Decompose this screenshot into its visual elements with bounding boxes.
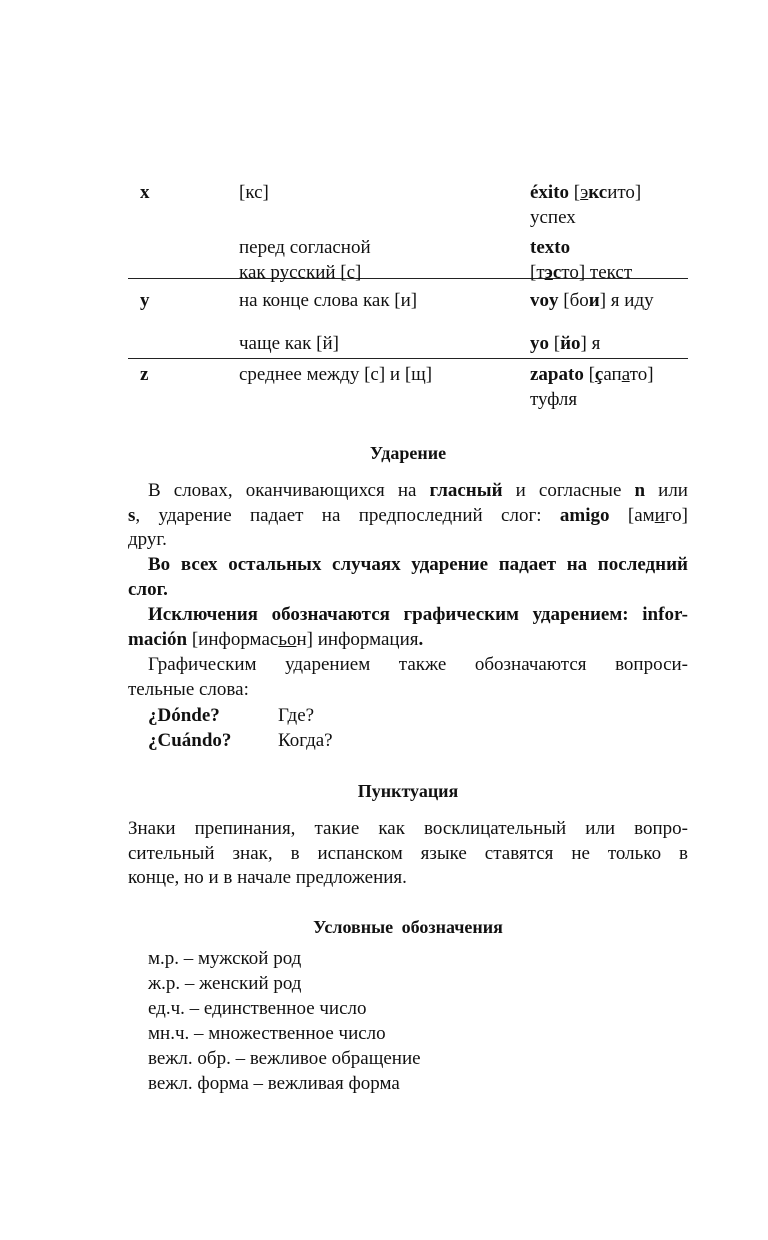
pronunciation-table — [128, 178, 688, 429]
stress-p3-line-1: Исключения обозначаются графическим ударением: infor- — [148, 604, 688, 625]
stress-p4-line-1: Графическим ударением также обозначаются вопроси- — [148, 654, 688, 675]
punctuation-line-2: сительный знак, в испанском языке ставятся не только в — [128, 842, 688, 864]
punctuation-paragraph — [128, 817, 688, 891]
rule-x-2b: как русский [с] — [239, 262, 362, 283]
abbreviation-item: вежл. форма – вежливая форма — [148, 1073, 400, 1094]
rule-x-2a: перед согласной — [239, 237, 371, 258]
translation-x-1: успех — [530, 207, 576, 228]
abbreviations-heading: Условные обозначения — [313, 917, 503, 937]
stress-p2-line-2: слог. — [128, 578, 168, 600]
punctuation-line-3: конце, но и в начале предложения. — [128, 867, 407, 888]
example-donde-es: ¿Dónde? — [148, 705, 220, 726]
stress-p1-line-3: друг. — [128, 529, 167, 550]
stress-p1-line-1: В словах, оканчивающихся на гласный и согласные n или — [148, 480, 688, 501]
stress-p3-line-2: mación [информасьон] информация. — [128, 628, 424, 650]
abbreviation-item: вежл. обр. – вежливое обращение — [148, 1048, 421, 1069]
translation-z-1: туфля — [530, 389, 578, 410]
rule-y-2: чаще как [й] — [239, 333, 339, 354]
stress-paragraph-4 — [128, 653, 688, 702]
letter-z: z — [140, 364, 149, 385]
example-x-2: texto — [530, 237, 571, 258]
stress-p4-line-2: тельные слова: — [128, 678, 249, 700]
letter-x: x — [140, 182, 150, 203]
table-row-y — [128, 279, 688, 359]
abbreviation-item: мн.ч. – множественное число — [148, 1023, 386, 1044]
abbreviation-item: ед.ч. – единственное число — [148, 998, 367, 1019]
letter-y: y — [140, 290, 150, 311]
abbreviation-item: м.р. – мужской род — [148, 948, 302, 969]
example-cuando-ru: Когда? — [278, 730, 333, 751]
stress-p2-line-1: Во всех остальных случаях ударение падает на последний — [148, 554, 688, 575]
example-y-2: yo [йо] я — [530, 333, 601, 354]
rule-z-1: среднее между [с] и [щ] — [239, 364, 433, 385]
table-row-z — [128, 359, 688, 429]
stress-heading: Ударение — [369, 443, 447, 463]
stress-paragraph-1 — [128, 479, 688, 553]
stress-p1-line-2: s, ударение падает на предпоследний слог: amigo [амиго] — [128, 504, 688, 526]
abbreviation-item: ж.р. – женский род — [148, 973, 302, 994]
example-z-1: zapato [çапато] — [530, 364, 654, 385]
transcription-x-2: [тэсто] текст — [530, 262, 633, 283]
punctuation-line-1: Знаки препинания, такие как восклицательный или вопро- — [128, 818, 688, 839]
example-y-1: voy [бои] я иду — [530, 290, 654, 311]
stress-paragraph-2 — [128, 553, 688, 602]
example-cuando-es: ¿Cuándo? — [148, 730, 232, 751]
rule-x-1: [кс] — [239, 182, 269, 203]
punctuation-heading: Пунктуация — [357, 781, 459, 801]
example-donde-ru: Где? — [278, 705, 315, 726]
example-x-1: éxito [эксито] — [530, 182, 642, 203]
rule-y-1: на конце слова как [и] — [239, 290, 418, 311]
stress-paragraph-3 — [128, 603, 688, 652]
table-row-x — [128, 178, 688, 283]
